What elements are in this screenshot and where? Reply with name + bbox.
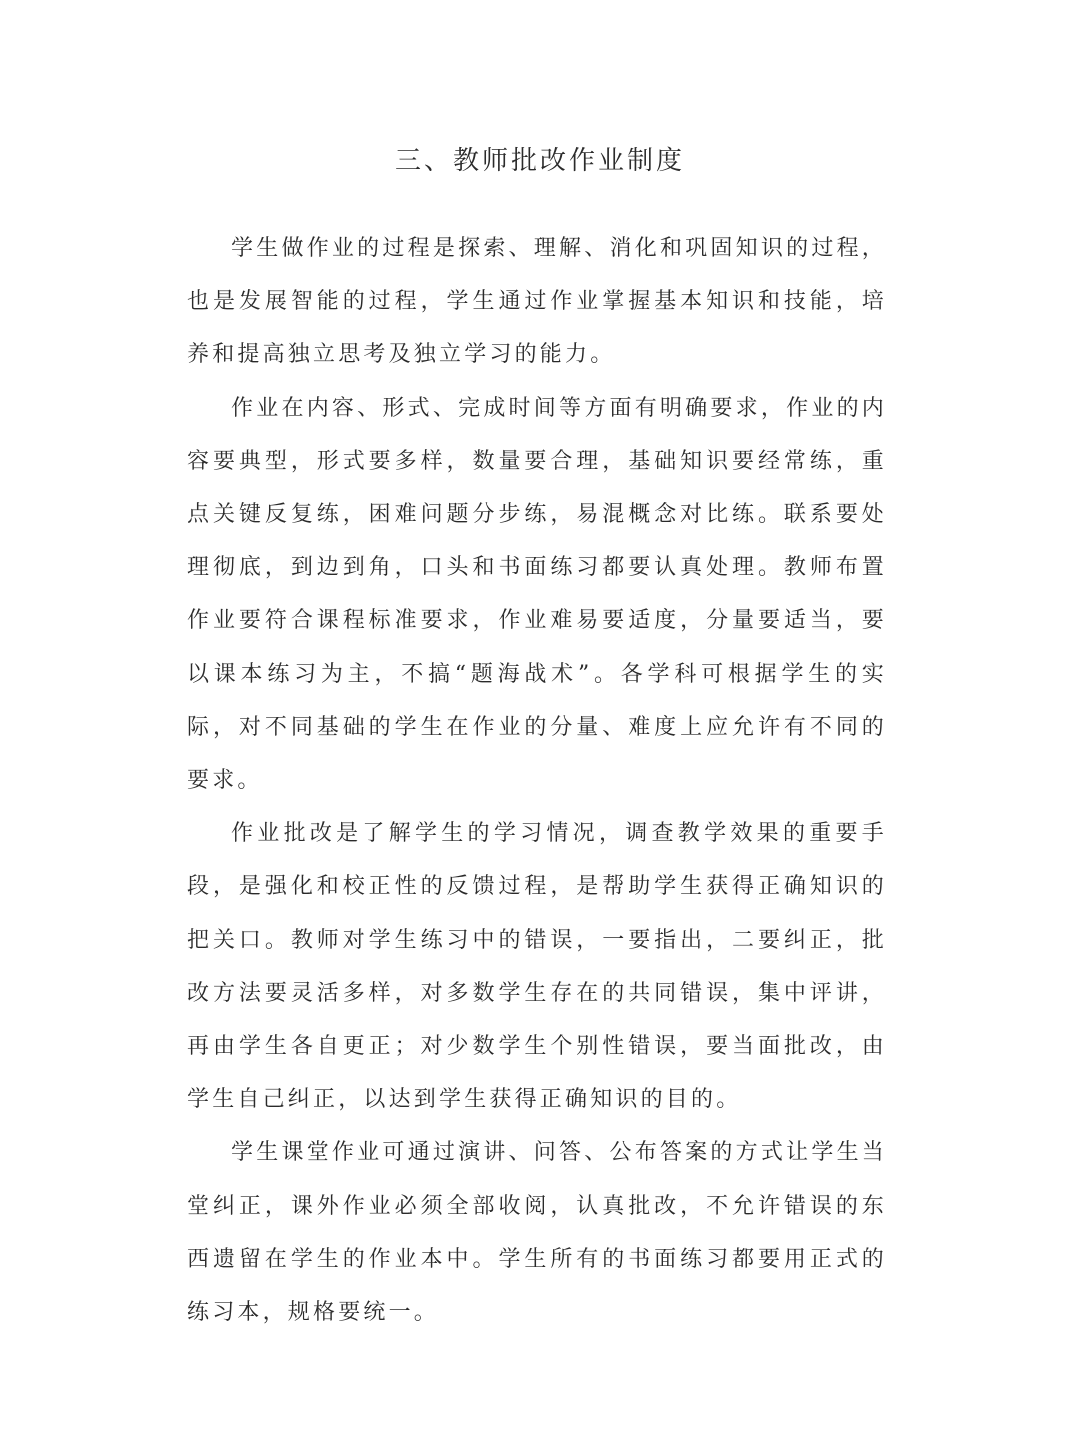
document-body [187,222,887,1339]
paragraph-homework-requirements: 作业在内容、形式、完成时间等方面有明确要求，作业的内容要典型，形式要多样，数量要合理，基础知识要经常练，重点关键反复练，困难问题分步练，易混概念对比练。联系要处理彻底，到边到角，口头和书面练习都要认真处理。教师布置作业要符合课程标准要求，作业难易要适度，分量要适当，要以课本练习为主，不搞“题海战术”。各学科可根据学生的实际，对不同基础的学生在作业的分量、难度上应允许有不同的要求。 [187,395,887,794]
document-title: 三、教师批改作业制度 [394,146,685,176]
paragraph-homework-correction: 作业批改是了解学生的学习情况，调查教学效果的重要手段，是强化和校正性的反馈过程，是帮助学生获得正确知识的把关口。教师对学生练习中的错误，一要指出，二要纠正，批改方法要灵活多样，对多数学生存在的共同错误，集中评讲，再由学生各自更正；对少数学生个别性错误，要当面批改，由学生自己纠正，以达到学生获得正确知识的目的。 [187,821,887,1113]
paragraph-homework-purpose: 学生做作业的过程是探索、理解、消化和巩固知识的过程，也是发展智能的过程，学生通过作业掌握基本知识和技能，培养和提高独立思考及独立学习的能力。 [187,236,887,368]
paragraph-classwork-handling: 学生课堂作业可通过演讲、问答、公布答案的方式让学生当堂纠正，课外作业必须全部收阅，认真批改，不允许错误的东西遗留在学生的作业本中。学生所有的书面练习都要用正式的练习本，规格要统一。 [187,1140,887,1326]
